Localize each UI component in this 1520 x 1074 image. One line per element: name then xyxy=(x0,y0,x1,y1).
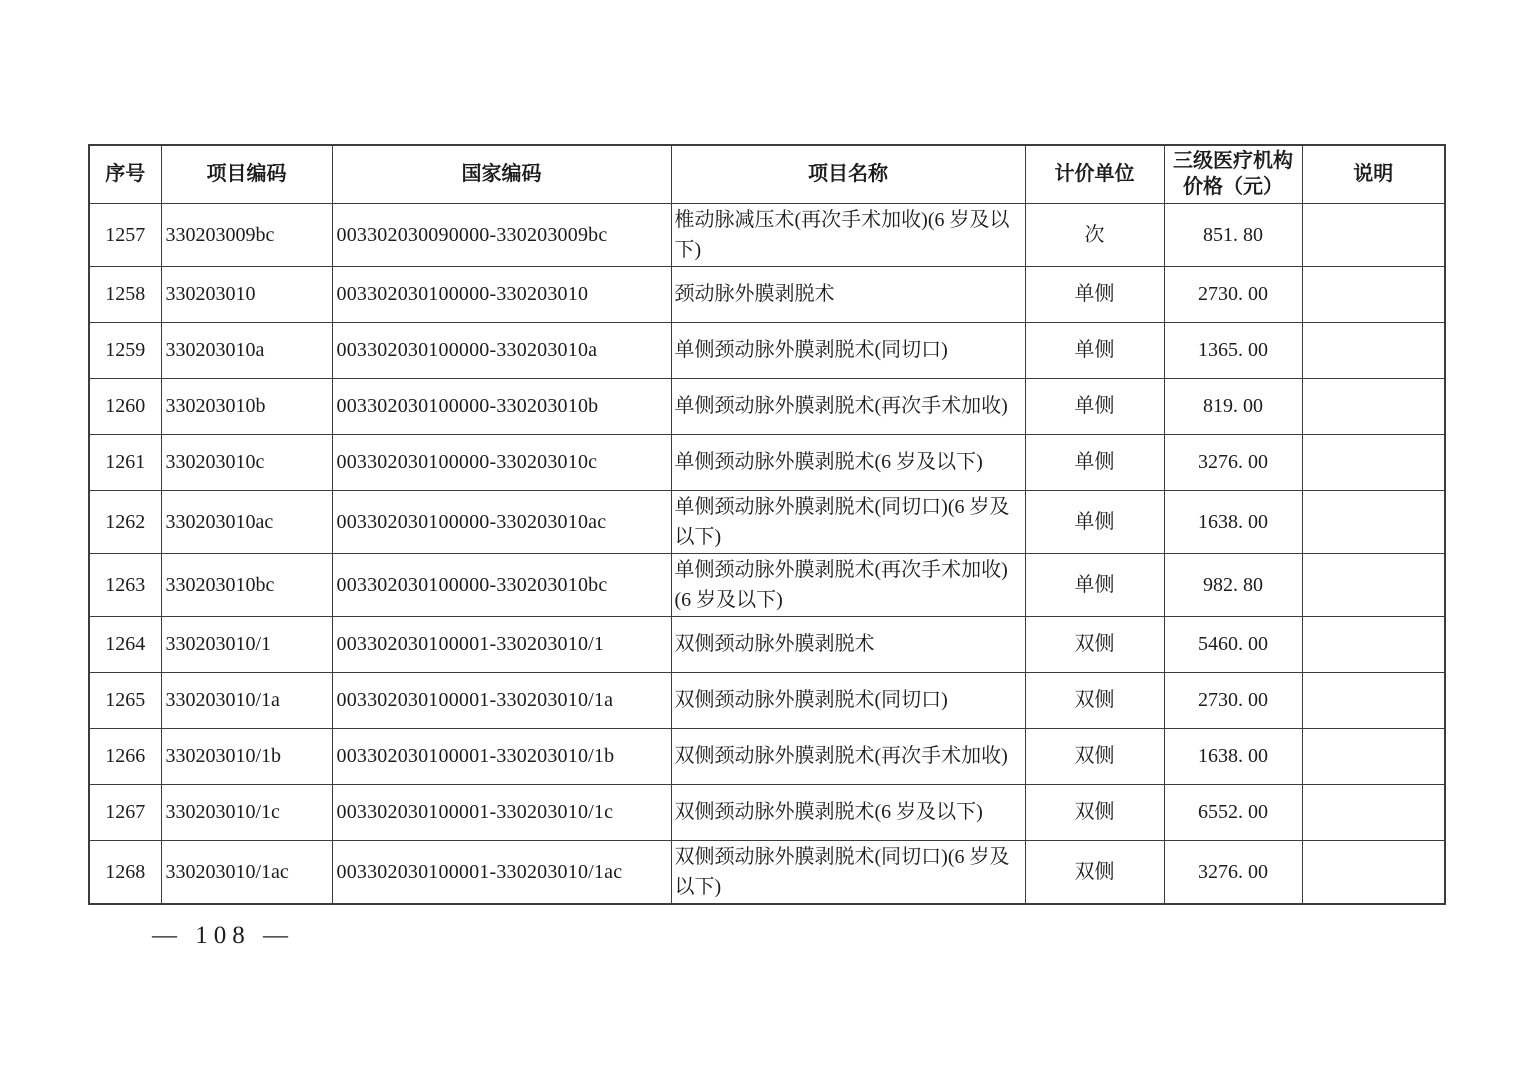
cell-national-code: 003302030100001-330203010/1c xyxy=(332,784,671,840)
cell-note xyxy=(1302,728,1445,784)
cell-unit: 双侧 xyxy=(1025,616,1164,672)
table-row xyxy=(89,672,1445,728)
cell-note xyxy=(1302,672,1445,728)
cell-note xyxy=(1302,553,1445,616)
column-header-item-name: 项目名称 xyxy=(671,145,1025,203)
cell-unit: 单侧 xyxy=(1025,553,1164,616)
cell-item-name: 双侧颈动脉外膜剥脱术(同切口) xyxy=(671,672,1025,728)
cell-price: 851. 80 xyxy=(1164,203,1302,266)
cell-project-code: 330203010 xyxy=(161,266,332,322)
cell-note xyxy=(1302,784,1445,840)
column-header-price: 三级医疗机构价格（元） xyxy=(1164,145,1302,203)
cell-item-name: 椎动脉减压术(再次手术加收)(6 岁及以下) xyxy=(671,203,1025,266)
cell-unit: 双侧 xyxy=(1025,728,1164,784)
cell-unit: 单侧 xyxy=(1025,434,1164,490)
cell-seq: 1265 xyxy=(89,672,161,728)
cell-price: 6552. 00 xyxy=(1164,784,1302,840)
table-row xyxy=(89,322,1445,378)
cell-unit: 次 xyxy=(1025,203,1164,266)
table-row xyxy=(89,728,1445,784)
cell-national-code: 003302030100001-330203010/1 xyxy=(332,616,671,672)
cell-seq: 1258 xyxy=(89,266,161,322)
cell-unit: 双侧 xyxy=(1025,840,1164,904)
cell-national-code: 003302030100001-330203010/1ac xyxy=(332,840,671,904)
cell-seq: 1257 xyxy=(89,203,161,266)
cell-project-code: 330203010/1ac xyxy=(161,840,332,904)
cell-note xyxy=(1302,266,1445,322)
cell-item-name: 单侧颈动脉外膜剥脱术(再次手术加收)(6 岁及以下) xyxy=(671,553,1025,616)
cell-project-code: 330203010/1b xyxy=(161,728,332,784)
cell-project-code: 330203010/1 xyxy=(161,616,332,672)
page-number: — 108 — xyxy=(152,922,294,949)
cell-item-name: 双侧颈动脉外膜剥脱术(再次手术加收) xyxy=(671,728,1025,784)
cell-seq: 1264 xyxy=(89,616,161,672)
cell-price: 3276. 00 xyxy=(1164,840,1302,904)
cell-item-name: 单侧颈动脉外膜剥脱术(再次手术加收) xyxy=(671,378,1025,434)
cell-national-code: 003302030100001-330203010/1a xyxy=(332,672,671,728)
cell-price: 5460. 00 xyxy=(1164,616,1302,672)
cell-project-code: 330203010ac xyxy=(161,490,332,553)
cell-seq: 1263 xyxy=(89,553,161,616)
cell-unit: 单侧 xyxy=(1025,322,1164,378)
cell-project-code: 330203010/1c xyxy=(161,784,332,840)
table-row xyxy=(89,490,1445,553)
cell-project-code: 330203010bc xyxy=(161,553,332,616)
cell-note xyxy=(1302,616,1445,672)
cell-project-code: 330203010a xyxy=(161,322,332,378)
cell-seq: 1267 xyxy=(89,784,161,840)
cell-price: 819. 00 xyxy=(1164,378,1302,434)
cell-unit: 单侧 xyxy=(1025,378,1164,434)
cell-item-name: 双侧颈动脉外膜剥脱术 xyxy=(671,616,1025,672)
cell-seq: 1261 xyxy=(89,434,161,490)
cell-price: 2730. 00 xyxy=(1164,672,1302,728)
column-header-note: 说明 xyxy=(1302,145,1445,203)
cell-note xyxy=(1302,840,1445,904)
cell-unit: 单侧 xyxy=(1025,266,1164,322)
table-row xyxy=(89,378,1445,434)
table-row xyxy=(89,434,1445,490)
cell-price: 2730. 00 xyxy=(1164,266,1302,322)
cell-seq: 1262 xyxy=(89,490,161,553)
cell-project-code: 330203010b xyxy=(161,378,332,434)
cell-national-code: 003302030100000-330203010c xyxy=(332,434,671,490)
cell-price: 3276. 00 xyxy=(1164,434,1302,490)
cell-note xyxy=(1302,490,1445,553)
table-header-row xyxy=(89,145,1445,203)
cell-national-code: 003302030090000-330203009bc xyxy=(332,203,671,266)
cell-note xyxy=(1302,378,1445,434)
cell-project-code: 330203010c xyxy=(161,434,332,490)
table-row xyxy=(89,266,1445,322)
cell-project-code: 330203009bc xyxy=(161,203,332,266)
table-row xyxy=(89,840,1445,904)
cell-unit: 双侧 xyxy=(1025,784,1164,840)
cell-note xyxy=(1302,434,1445,490)
cell-seq: 1259 xyxy=(89,322,161,378)
cell-national-code: 003302030100000-330203010bc xyxy=(332,553,671,616)
cell-note xyxy=(1302,322,1445,378)
table-row xyxy=(89,616,1445,672)
table-row xyxy=(89,203,1445,266)
cell-price: 1365. 00 xyxy=(1164,322,1302,378)
cell-item-name: 单侧颈动脉外膜剥脱术(6 岁及以下) xyxy=(671,434,1025,490)
cell-price: 982. 80 xyxy=(1164,553,1302,616)
column-header-national-code: 国家编码 xyxy=(332,145,671,203)
cell-item-name: 双侧颈动脉外膜剥脱术(6 岁及以下) xyxy=(671,784,1025,840)
cell-unit: 双侧 xyxy=(1025,672,1164,728)
column-header-unit: 计价单位 xyxy=(1025,145,1164,203)
cell-project-code: 330203010/1a xyxy=(161,672,332,728)
cell-national-code: 003302030100000-330203010 xyxy=(332,266,671,322)
cell-national-code: 003302030100000-330203010ac xyxy=(332,490,671,553)
cell-item-name: 双侧颈动脉外膜剥脱术(同切口)(6 岁及以下) xyxy=(671,840,1025,904)
cell-note xyxy=(1302,203,1445,266)
medical-price-table xyxy=(88,144,1446,905)
table-row xyxy=(89,784,1445,840)
cell-seq: 1268 xyxy=(89,840,161,904)
cell-unit: 单侧 xyxy=(1025,490,1164,553)
cell-price: 1638. 00 xyxy=(1164,728,1302,784)
cell-national-code: 003302030100000-330203010a xyxy=(332,322,671,378)
cell-price: 1638. 00 xyxy=(1164,490,1302,553)
cell-seq: 1266 xyxy=(89,728,161,784)
cell-item-name: 单侧颈动脉外膜剥脱术(同切口)(6 岁及以下) xyxy=(671,490,1025,553)
cell-seq: 1260 xyxy=(89,378,161,434)
cell-item-name: 单侧颈动脉外膜剥脱术(同切口) xyxy=(671,322,1025,378)
table-row xyxy=(89,553,1445,616)
cell-national-code: 003302030100000-330203010b xyxy=(332,378,671,434)
column-header-seq: 序号 xyxy=(89,145,161,203)
column-header-project-code: 项目编码 xyxy=(161,145,332,203)
cell-item-name: 颈动脉外膜剥脱术 xyxy=(671,266,1025,322)
cell-national-code: 003302030100001-330203010/1b xyxy=(332,728,671,784)
